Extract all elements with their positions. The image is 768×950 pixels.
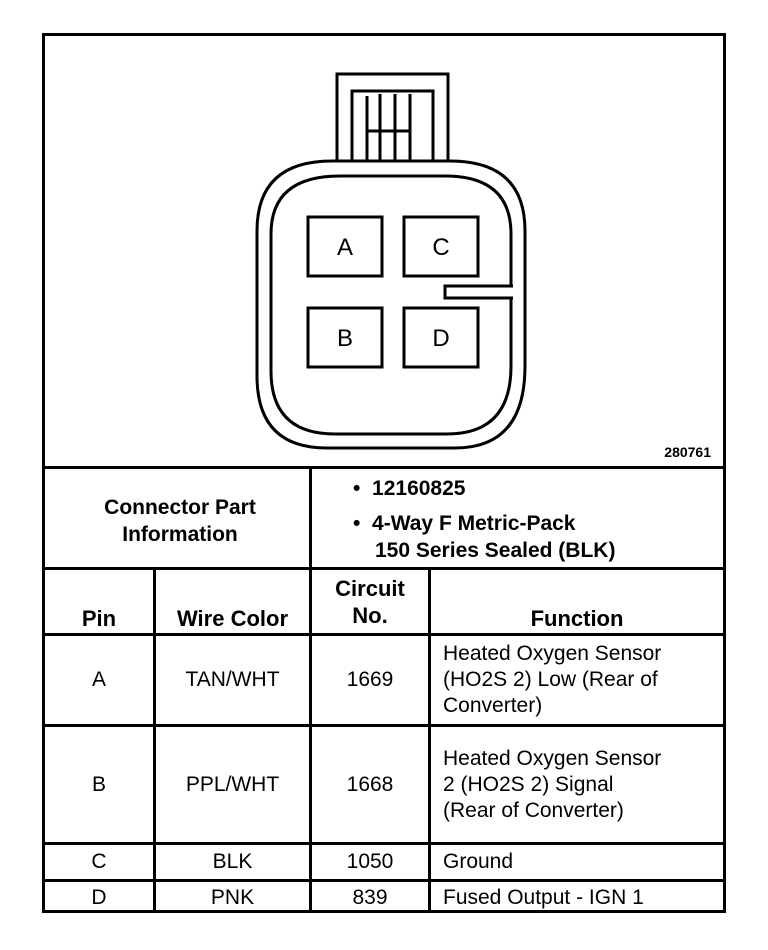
row-b-function: Heated Oxygen Sensor 2 (HO2S 2) Signal (Rear of Converter) bbox=[443, 746, 662, 822]
header-circuit-no: Circuit No. bbox=[335, 575, 405, 628]
header-function: Function bbox=[530, 606, 624, 631]
bullet: • bbox=[353, 512, 373, 535]
part-info-item-2 bbox=[353, 511, 576, 537]
row-a-circuit: 1669 bbox=[346, 668, 394, 691]
row-a-pin: A bbox=[91, 668, 106, 691]
part-number: 12160825 bbox=[372, 477, 466, 500]
row-c-circuit: 1050 bbox=[346, 850, 394, 873]
row-d-pin: D bbox=[91, 885, 107, 909]
pin-label-a: A bbox=[336, 234, 354, 261]
part-info-item-1 bbox=[353, 476, 465, 502]
row-d-wire-color: PNK bbox=[210, 885, 255, 909]
row-b-wire-color: PPL/WHT bbox=[185, 772, 280, 796]
part-info-item-3 bbox=[375, 538, 615, 564]
pin-label-b: B bbox=[336, 325, 354, 352]
header-pin: Pin bbox=[81, 606, 117, 631]
connector-type: 4-Way F Metric-Pack bbox=[372, 512, 576, 535]
row-b-circuit: 1668 bbox=[346, 772, 394, 796]
row-c-function: Ground bbox=[443, 850, 514, 873]
figure-id: 280761 bbox=[664, 444, 711, 460]
row-c-wire-color: BLK bbox=[212, 850, 253, 873]
connector-diagram bbox=[45, 36, 723, 467]
connector-key bbox=[445, 286, 513, 298]
connector-sheet bbox=[42, 33, 726, 913]
pin-label-c: C bbox=[432, 234, 450, 261]
divider bbox=[309, 466, 312, 568]
connector-body bbox=[257, 161, 525, 448]
row-a-wire-color: TAN/WHT bbox=[185, 668, 280, 691]
row-b-pin: B bbox=[91, 772, 106, 796]
connector-part-info-label: Connector Part Information bbox=[104, 496, 256, 546]
divider bbox=[45, 466, 723, 469]
connector-series: 150 Series Sealed (BLK) bbox=[375, 539, 616, 562]
pin-label-d: D bbox=[432, 325, 450, 352]
connector-latch bbox=[337, 74, 448, 164]
row-c-pin: C bbox=[91, 850, 107, 873]
row-a-function: Heated Oxygen Sensor (HO2S 2) Low (Rear of Converter) bbox=[443, 642, 662, 717]
header-wire-color: Wire Color bbox=[176, 606, 289, 631]
row-d-function: Fused Output - IGN 1 bbox=[443, 885, 644, 909]
bullet: • bbox=[353, 477, 373, 500]
row-d-circuit: 839 bbox=[352, 885, 388, 909]
